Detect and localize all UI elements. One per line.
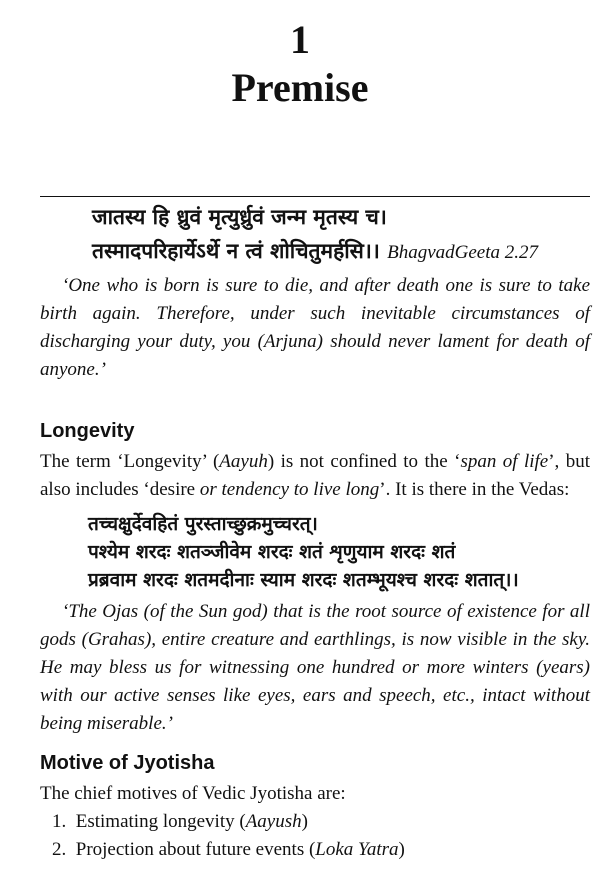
longevity-verse-line-2: पश्येम शरदः शतञ्जीवेम शरदः शतं शृणुयाम शरदः शतं [88, 541, 456, 563]
term: span of life [460, 451, 549, 472]
text: ) is not confined to the ‘ [267, 451, 461, 472]
item-text: ) [398, 839, 405, 860]
item-term: Loka Yatra [315, 839, 399, 860]
term: Aayuh [219, 451, 268, 472]
chapter-title: Premise [231, 65, 369, 110]
longevity-verse-line-3: प्रब्रवाम शरदः शतमदीनाः स्याम शरदः शतम्भूयश्च शरदः शतात्।। [88, 569, 519, 591]
section-heading-motive: Motive of Jyotisha [40, 752, 215, 774]
item-text: Projection about future events ( [75, 839, 316, 860]
list-item [52, 808, 590, 836]
verse-text: तस्मादपरिहार्येऽर्थे न त्वं शोचितुमर्हसि।। [92, 239, 380, 263]
epigraph-verse-line-1: जातस्य हि ध्रुवं मृत्युर्ध्रुवं जन्म मृतस्य च। [92, 205, 387, 229]
item-text: ) [301, 811, 308, 832]
longevity-verse [40, 510, 590, 594]
verse-reference: BhagvadGeeta 2.27 [387, 242, 539, 263]
list-item [52, 836, 590, 864]
motive-list [52, 808, 590, 864]
item-text: Estimating longevity ( [75, 811, 246, 832]
divider [40, 196, 590, 197]
text: ’, but also includes ‘desire [40, 451, 590, 500]
epigraph-verse-line-2 [92, 234, 590, 270]
chapter-number: 1 [290, 17, 310, 62]
item-number: 2. [52, 839, 67, 860]
epigraph-translation: ‘One who is born is sure to die, and after death one is sure to take birth again. Therefore, under such inevitable circumstances of discharging your duty, you (Arjuna) should never lament for death of anyone.’ [40, 275, 590, 380]
text: ’. It is there in the Vedas: [379, 479, 570, 500]
longevity-translation: ‘The Ojas (of the Sun god) that is the root source of existence for all gods (Grahas), entire creature and earthlings, is now visible in the sky. He may bless us for witnessing one hundred or more winters (years) with our active senses like eyes, ears and speech, etc., intact without being miserable.’ [40, 601, 590, 734]
longevity-intro [40, 448, 590, 504]
page-body [40, 200, 590, 864]
motive-intro: The chief motives of Vedic Jyotisha are: [40, 783, 346, 804]
longevity-verse-line-1: तच्चक्षुर्देवहितं पुरस्ताच्छुक्रमुच्चरत्। [88, 513, 318, 535]
item-number: 1. [52, 811, 67, 832]
term: or tendency to live long [199, 479, 380, 500]
section-heading-longevity: Longevity [40, 420, 135, 442]
item-term: Aayush [245, 811, 302, 832]
text: The term ‘Longevity’ ( [40, 451, 220, 472]
